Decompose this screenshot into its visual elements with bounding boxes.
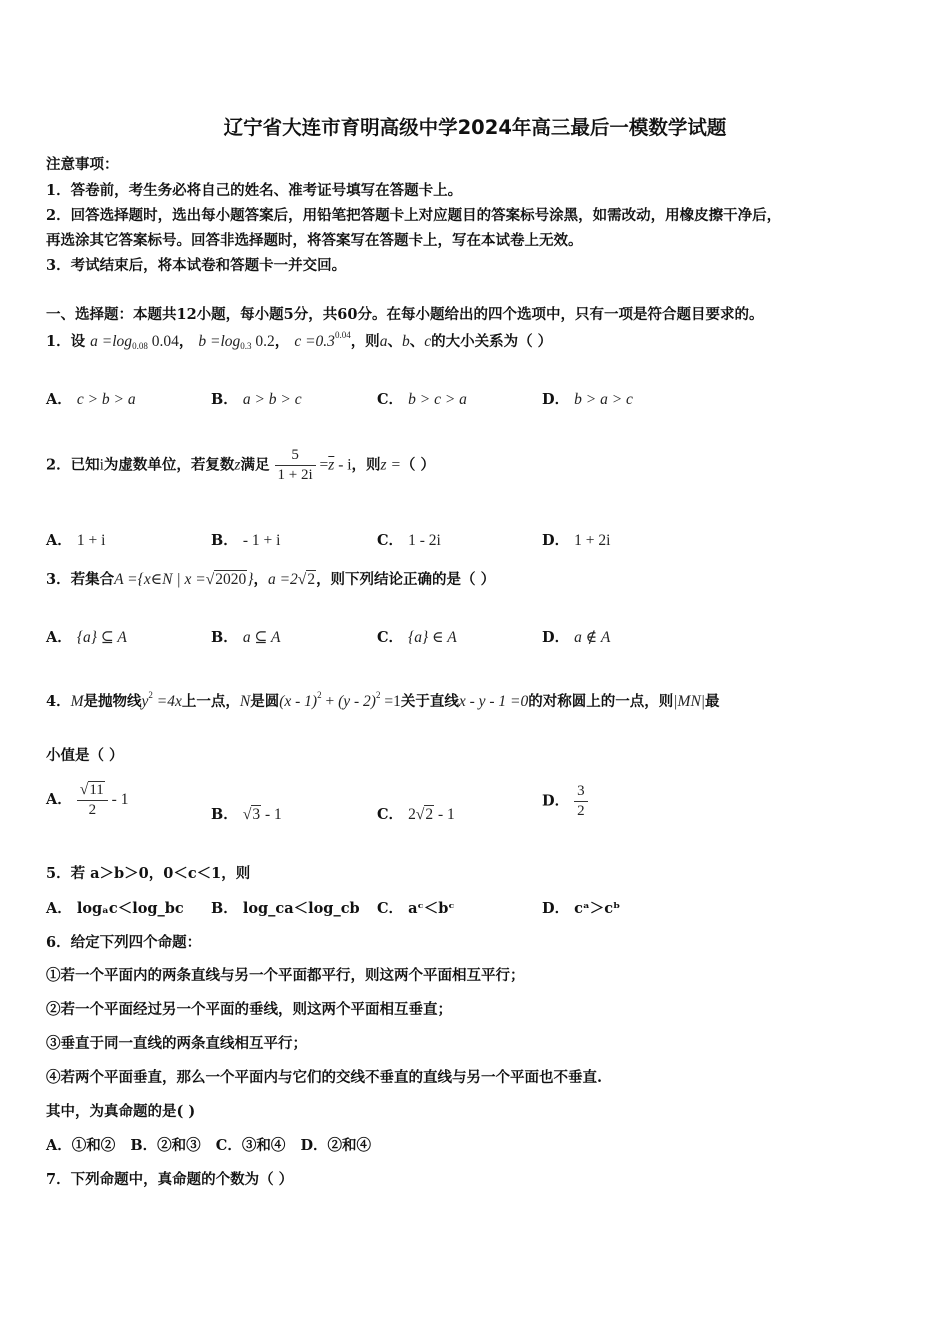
option: C． 2√2 - 1 (377, 806, 455, 823)
question-6-options: A．①和② B．②和③ C．③和④ D．②和④ (46, 1137, 372, 1154)
question-4-stem: 4．M是抛物线$y^2 =4x$上一点，N是圆(x - 1)$^2$ + (y - 2)$^2$ =1关于直线x - y - 1 =0的对称圆上的一点，则|MN|最 (46, 690, 720, 710)
notice-heading: 注意事项： (46, 156, 119, 173)
proposition: ④若两个平面垂直，那么一个平面内与它们的交线不垂直的直线与另一个平面也不垂直. (46, 1069, 603, 1086)
notice-item: 再选涂其它答案标号。回答非选择题时，将答案写在答题卡上，写在本试卷上无效。 (46, 232, 583, 249)
option: A． 1 + i (46, 532, 106, 549)
option: C． {a} ∈ A (377, 629, 457, 646)
option: D． 1 + 2i (542, 532, 611, 549)
option: D． b > a > c (542, 391, 633, 408)
question-1-stem: 1．设 $a =\log_{0.08}$ 0.04， $b =\log_{0.3}$ 0.2， $c =0.3^{0.04}$，则a、b、c的大小关系为（ ） (46, 330, 553, 351)
option: D． $\frac{3}{2}$ (542, 782, 588, 821)
option: D． a ∉ A (542, 629, 611, 646)
option: A． {a} ⊆ A (46, 629, 127, 646)
proposition: ②若一个平面经过另一个平面的垂线，则这两个平面相互垂直； (46, 1001, 452, 1018)
option: C． 1 - 2i (377, 532, 441, 549)
question-3-stem: 3．若集合A ={x∈N | x =√2020}，a =2√2，则下列结论正确的是（ ） (46, 571, 496, 588)
question-2-stem: 2．已知i为虚数单位，若复数z满足 $\frac{5}{1 + 2i}$ $=\overline{z} - i$，则z =（ ） (46, 447, 435, 483)
section-heading: 一、选择题：本题共12小题，每小题5分，共60分。在每小题给出的四个选项中，只有一项是符合题目要求的。 (46, 306, 764, 323)
option: A． logₐc＜log_bc (46, 900, 184, 917)
question-5-stem: 5．若 a＞b＞0，0＜c＜1，则 (46, 865, 251, 882)
option: A． $\frac{√11}{2}$ - 1 (46, 781, 129, 818)
option: B． log_ca＜log_cb (211, 900, 360, 917)
notice-item: 3．考试结束后，将本试卷和答题卡一并交回。 (46, 257, 347, 274)
option: D． cᵃ＞cᵇ (542, 900, 621, 917)
option: B． √3 - 1 (211, 806, 282, 823)
notice-item: 1．答卷前，考生务必将自己的姓名、准考证号填写在答题卡上。 (46, 182, 463, 199)
option: C． aᶜ＜bᶜ (377, 900, 455, 917)
proposition: ③垂直于同一直线的两条直线相互平行； (46, 1035, 307, 1052)
question-7-stem: 7．下列命题中，真命题的个数为（ ） (46, 1171, 294, 1188)
option: A． c > b > a (46, 391, 136, 408)
question-4-continued: 小值是（ ） (46, 747, 124, 764)
option: B． a > b > c (211, 391, 302, 408)
page-title: 辽宁省大连市育明高级中学2024年高三最后一模数学试题 (223, 116, 727, 139)
option: C． b > c > a (377, 391, 467, 408)
notice-item: 2．回答选择题时，选出每小题答案后，用铅笔把答题卡上对应题目的答案标号涂黑，如需改动，用橡皮擦干净后， (46, 207, 782, 224)
option: B． a ⊆ A (211, 629, 281, 646)
question-6-stem: 6．给定下列四个命题： (46, 934, 202, 951)
proposition: ①若一个平面内的两条直线与另一个平面都平行，则这两个平面相互平行； (46, 967, 525, 984)
option: B． - 1 + i (211, 532, 281, 549)
question-6-ask: 其中，为真命题的是( ) (46, 1103, 196, 1120)
fraction: $\frac{5}{1 + 2i}$ (275, 446, 316, 485)
